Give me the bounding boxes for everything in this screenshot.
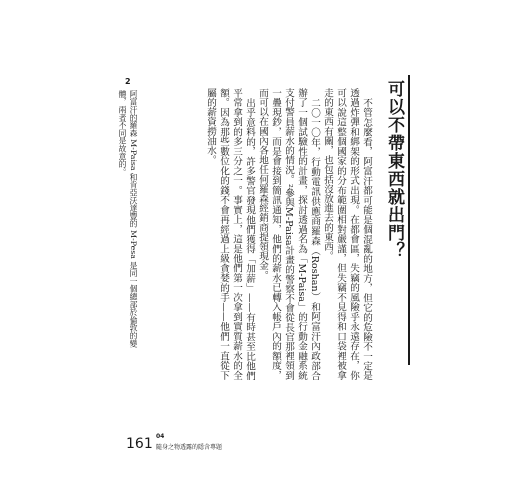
footnote-text: 阿富汗的羅森 M-Paisa 和肯亞沃達豐的 M-Pesa 是同一個總部於倫敦的變體，兩者不同是故意的。 bbox=[118, 90, 138, 348]
body-paragraph: 出乎意料的，許多警官發現他們獲得「加薪」——有時甚至比他們平常拿到的多三分之一。事實上，這是他們第一次拿到實質薪水的全額。因為那些數位化的錢不會再經過上級貪婪的手——他們一直從下屬的薪資撈油水。 bbox=[205, 88, 255, 380]
running-title: 隨身之物透露的隱含專題 bbox=[156, 444, 223, 451]
body-text bbox=[193, 88, 373, 380]
title-rule bbox=[408, 75, 410, 365]
footnote-marker: 2 bbox=[125, 77, 131, 86]
body-paragraph: 二〇一〇年，行動電訊供應商羅森（Roshan）和阿富汗內政部合辦了一個試驗性的計畫，探討透過名為「M-Paisa」的行動金融系統支付警員薪水的情況。²參與M-Paisa計畫的警察不會從長官那裡領到一疊現鈔，而是會接到簡訊通知，他們的薪水已轉入帳戶內的額度，而可以在國內各地任何羅森經銷商提領現金。 bbox=[257, 88, 320, 380]
chapter-title: 可以不帶東西就出門？ bbox=[384, 80, 404, 260]
page-number: 161 bbox=[126, 436, 153, 452]
chapter-number: 04 bbox=[156, 433, 165, 440]
body-paragraph: 不管怎麼看，阿富汗都可能是個混亂的地方，但它的危險不一定是透過炸彈和綁架的形式出現。在都會區，失竊的風險乎永遠存在，你可以說這整個國家的分布範圍相對嚴謹，但失竊不見得和口袋裡被拿走的東西有關，也包括沒放進去的東西。 bbox=[322, 88, 372, 380]
